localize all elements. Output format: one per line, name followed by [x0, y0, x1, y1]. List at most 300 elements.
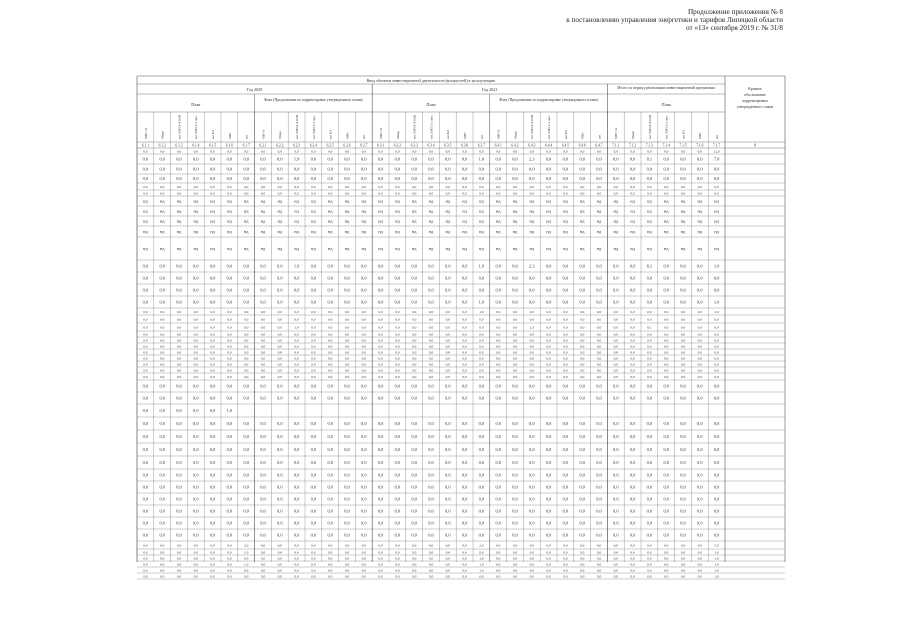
table-cell: 0,0: [428, 520, 434, 526]
table-cell: 0,0: [546, 184, 551, 189]
table-cell: 0,0: [193, 309, 198, 314]
table-cell: 0,0: [512, 447, 518, 453]
table-cell: 0,0: [394, 383, 401, 389]
table-cell: нд: [647, 208, 652, 214]
table-cell: 0,0: [495, 275, 501, 281]
table-cell: 0,0: [226, 166, 233, 172]
table-cell: 0,0: [260, 472, 266, 478]
table-cell: 0,0: [209, 275, 216, 281]
column-number: 6.2.2: [276, 143, 284, 148]
table-cell: 0,0: [697, 184, 702, 189]
table-cell: 0,0: [629, 472, 636, 478]
table-cell: 0,0: [377, 263, 384, 269]
table-cell: 0,0: [445, 362, 450, 367]
table-cell: нд: [143, 198, 148, 204]
table-cell: 0,0: [193, 275, 199, 281]
table-cell: 0,0: [159, 383, 165, 389]
table-cell: 0,0: [496, 149, 501, 154]
table-cell: 0,0: [176, 562, 182, 567]
table-cell: 0,0: [361, 317, 366, 322]
table-cell: 0,0: [193, 543, 198, 548]
table-cell: 0,0: [227, 309, 232, 314]
table-cell: 0,0: [546, 574, 551, 579]
subcolumn-label: км ЛЭП 0-4,0 кВ: [295, 114, 299, 139]
table-cell: нд: [243, 246, 249, 252]
table-cell: 0,0: [529, 460, 535, 466]
table-cell: 0,0: [697, 299, 703, 305]
table-cell: 0,0: [478, 176, 485, 182]
table-cell: 0,0: [562, 520, 569, 526]
table-cell: 0,0: [277, 362, 282, 367]
table-cell: нд: [445, 198, 451, 204]
table-cell: 0,0: [260, 191, 266, 196]
table-cell: 0,0: [395, 368, 400, 373]
table-cell: 0,0: [226, 472, 233, 478]
table-cell: 0,0: [160, 562, 165, 567]
table-cell: 0,0: [714, 338, 719, 343]
table-cell: 0,0: [546, 332, 551, 337]
table-cell: 0,0: [428, 374, 434, 379]
table-cell: 0,0: [160, 309, 165, 314]
table-cell: 0,0: [277, 299, 283, 305]
table-cell: 0,0: [596, 287, 602, 293]
table-cell: нд: [311, 208, 316, 214]
table-cell: нд: [445, 246, 451, 252]
table-cell: 0,0: [328, 309, 333, 314]
table-cell: 0,0: [209, 484, 216, 490]
table-cell: 0,0: [462, 338, 467, 343]
table-cell: 0,0: [630, 317, 635, 322]
column-number: 7.1.5: [679, 143, 687, 148]
table-cell: 0,0: [210, 317, 215, 322]
table-cell: 0,0: [294, 374, 299, 379]
table-cell: 0,0: [159, 263, 165, 269]
table-cell: 0,0: [193, 568, 198, 573]
table-cell: 0,0: [294, 309, 299, 314]
table-cell: 0,0: [512, 287, 518, 293]
table-cell: 0,0: [244, 362, 249, 367]
table-cell: 0,0: [646, 472, 653, 478]
table-cell: 0,0: [428, 532, 434, 538]
table-cell: 0,0: [160, 338, 165, 343]
table-cell: 0,0: [563, 362, 568, 367]
table-cell: 0,0: [277, 344, 282, 349]
table-cell: 0,0: [479, 344, 484, 349]
table-cell: 0,0: [664, 338, 669, 343]
table-cell: 0,0: [344, 562, 350, 567]
subcolumn-label: км ЛЭП 2-х цеп.: [664, 115, 669, 139]
table-cell: 0,0: [310, 176, 317, 182]
table-cell: нд: [479, 208, 484, 214]
table-cell: 0,0: [377, 484, 384, 490]
table-cell: 0,0: [562, 166, 569, 172]
table-cell: 0,0: [210, 543, 215, 548]
table-cell: 0,0: [496, 350, 501, 355]
table-cell: 0,0: [596, 383, 602, 389]
table-cell: 0,0: [663, 176, 669, 182]
table-cell: 0,0: [293, 484, 300, 490]
table-cell: 0,0: [629, 287, 636, 293]
table-cell: 0,0: [412, 332, 417, 337]
table-cell: 0,0: [209, 383, 216, 389]
table-cell: 0,0: [529, 574, 534, 579]
table-cell: нд: [630, 198, 635, 204]
table-cell: 0,0: [529, 332, 534, 337]
table-cell: 0,0: [529, 338, 534, 343]
table-cell: 0,0: [546, 338, 551, 343]
table-cell: 0,0: [142, 421, 149, 427]
table-cell: 0,0: [596, 325, 602, 330]
table-cell: 0,0: [697, 362, 702, 367]
table-cell: 0,0: [176, 184, 182, 189]
table-cell: 0,0: [512, 156, 518, 162]
table-cell: 0,0: [395, 574, 400, 579]
table-cell: 0,0: [244, 350, 249, 355]
table-cell: 0,0: [579, 263, 585, 269]
table-cell: 0,0: [680, 472, 686, 478]
table-cell: 0,0: [529, 532, 535, 538]
table-cell: 0,0: [664, 374, 669, 379]
table-cell: 0,0: [244, 368, 249, 373]
table-cell: 0,0: [697, 550, 702, 555]
table-cell: 0,0: [377, 434, 384, 440]
column-number: 6.1.6: [225, 143, 233, 148]
table-cell: 0,0: [159, 176, 165, 182]
table-cell: 0,0: [160, 317, 165, 322]
table-cell: 0,0: [260, 568, 266, 573]
table-cell: 0,0: [630, 191, 635, 196]
table-cell: 0,0: [596, 299, 602, 305]
table-cell: 0,0: [394, 496, 401, 502]
table-cell: 0,0: [277, 374, 282, 379]
table-cell: 0,0: [546, 317, 551, 322]
table-cell: 0,0: [227, 550, 232, 555]
subcolumn-label: км ЛЭП 2-х цеп.: [311, 115, 316, 139]
table-cell: 0,0: [193, 421, 199, 427]
table-cell: 0,0: [563, 309, 568, 314]
table-cell: 0,0: [159, 156, 165, 162]
table-cell: 1,0: [713, 299, 720, 305]
table-cell: нд: [512, 229, 518, 235]
table-cell: 0,0: [176, 176, 182, 182]
table-cell: 0,0: [328, 356, 333, 361]
table-cell: 0,0: [680, 383, 686, 389]
table-cell: 0,0: [395, 338, 400, 343]
table-cell: 0,0: [260, 325, 266, 330]
table-cell: 0,0: [411, 496, 417, 502]
table-cell: 0,0: [327, 496, 333, 502]
subcolumn-label: шт: [362, 134, 367, 139]
table-cell: 0,0: [680, 356, 686, 361]
table-cell: 0,0: [462, 317, 467, 322]
table-cell: 0,0: [445, 149, 450, 154]
table-cell: нд: [159, 208, 165, 214]
table-cell: 0,0: [613, 356, 618, 361]
table-cell: нд: [495, 246, 501, 252]
table-cell: 0,0: [227, 149, 232, 154]
subcolumn-label: км ЛЭП 0-4,0 кВ: [647, 114, 652, 139]
table-cell: 0,0: [697, 287, 703, 293]
table-cell: 0,0: [143, 374, 148, 379]
table-cell: 0,0: [412, 344, 417, 349]
table-cell: 0,0: [294, 184, 299, 189]
table-cell: 0,0: [344, 368, 350, 373]
table-cell: нд: [159, 218, 165, 224]
table-cell: 0,0: [461, 275, 468, 281]
table-cell: 0,0: [412, 543, 417, 548]
table-cell: 0,0: [277, 421, 283, 427]
table-cell: 7,0: [713, 156, 720, 162]
table-cell: нд: [579, 208, 585, 214]
table-cell: нд: [630, 218, 635, 224]
table-cell: 0,0: [529, 543, 534, 548]
table-cell: 0,0: [160, 362, 165, 367]
table-cell: 0,0: [176, 532, 182, 538]
table-cell: 0,0: [596, 550, 602, 555]
table-cell: нд: [411, 246, 417, 252]
table-cell: 0,0: [579, 472, 585, 478]
column-number: 6.4.7: [595, 143, 603, 148]
table-cell: 0,0: [412, 149, 417, 154]
table-cell: 0,0: [310, 484, 317, 490]
table-cell: 0,0: [647, 332, 652, 337]
subcolumn-label: км ЛЭП 0-4,0 кВ: [177, 114, 182, 139]
table-cell: 0,0: [512, 332, 518, 337]
table-cell: 0,0: [529, 287, 535, 293]
table-cell: 0,0: [596, 568, 602, 573]
table-cell: 0,0: [310, 460, 317, 466]
table-cell: 0,0: [327, 434, 333, 440]
table-cell: 0,0: [377, 508, 384, 514]
table-cell: 0,0: [580, 317, 585, 322]
table-cell: 0,0: [361, 184, 366, 189]
table-cell: 0,0: [495, 166, 501, 172]
table-cell: 0,0: [344, 263, 350, 269]
table-cell: 0,0: [478, 421, 485, 427]
table-cell: 0,0: [277, 317, 282, 322]
table-cell: 0,0: [260, 574, 266, 579]
table-cell: 0,0: [193, 374, 198, 379]
table-cell: 0,0: [344, 309, 350, 314]
table-cell: 0,0: [344, 532, 350, 538]
table-cell: 0,0: [327, 520, 333, 526]
table-cell: 0,0: [545, 434, 552, 440]
table-cell: 0,0: [647, 350, 652, 355]
table-cell: 0,0: [496, 374, 501, 379]
table-cell: 0,0: [596, 543, 602, 548]
table-cell: 0,0: [714, 350, 719, 355]
table-cell: нд: [277, 246, 283, 252]
table-cell: 0,0: [445, 325, 450, 330]
table-cell: нд: [395, 208, 400, 214]
table-cell: нд: [445, 208, 451, 214]
table-cell: 0,0: [445, 568, 450, 573]
investment-table-grid: [137, 76, 785, 579]
table-cell: нд: [495, 208, 501, 214]
table-cell: 0,0: [227, 184, 232, 189]
table-cell: 0,0: [227, 317, 232, 322]
table-cell: 0,0: [713, 166, 720, 172]
table-cell: 0,0: [142, 520, 149, 526]
subcolumn-label: км КЛ: [328, 129, 333, 139]
table-cell: 0,0: [714, 317, 719, 322]
table-cell: 0,0: [377, 472, 384, 478]
column-number: 7.1.2: [629, 143, 637, 148]
fact-2021-label: Факт (Предложение по корректировке утвержденного плана): [499, 98, 598, 102]
table-cell: 0,0: [193, 368, 198, 373]
table-cell: 0,0: [496, 338, 501, 343]
table-cell: нд: [176, 208, 182, 214]
table-cell: 0,0: [277, 484, 283, 490]
table-cell: 0,0: [563, 568, 568, 573]
table-cell: 0,0: [512, 350, 518, 355]
table-cell: 1,0: [478, 299, 485, 305]
table-cell: 0,0: [378, 149, 383, 154]
table-cell: 0,0: [193, 520, 199, 526]
table-cell: 0,0: [529, 520, 535, 526]
table-cell: нд: [462, 218, 467, 224]
table-cell: 0,0: [613, 299, 619, 305]
table-cell: 0,0: [563, 350, 568, 355]
table-cell: 0,0: [428, 309, 434, 314]
table-cell: 0,0: [680, 325, 686, 330]
table-cell: 0,0: [512, 344, 518, 349]
table-cell: 0,0: [579, 520, 585, 526]
table-cell: нд: [210, 246, 215, 252]
table-cell: 0,0: [529, 350, 534, 355]
table-cell: 1,9: [294, 325, 299, 330]
table-cell: 0,0: [244, 309, 249, 314]
table-cell: 0,0: [344, 508, 350, 514]
table-cell: 0,0: [344, 421, 350, 427]
table-cell: 0,0: [714, 374, 719, 379]
table-cell: 0,0: [411, 287, 417, 293]
table-cell: 0,0: [596, 191, 602, 196]
table-cell: 0,0: [412, 550, 417, 555]
table-cell: 0,0: [596, 332, 602, 337]
table-cell: 0,0: [663, 472, 669, 478]
table-cell: 0,0: [579, 460, 585, 466]
table-cell: 0,0: [310, 299, 317, 305]
table-cell: 0,0: [697, 374, 702, 379]
table-cell: 0,0: [428, 191, 434, 196]
table-cell: 0,0: [361, 447, 367, 453]
table-cell: 0,0: [311, 362, 316, 367]
table-cell: 0,0: [377, 532, 384, 538]
table-cell: нд: [378, 208, 383, 214]
table-cell: 2,0: [244, 543, 249, 548]
table-cell: 0,0: [545, 287, 552, 293]
table-cell: 0,0: [630, 574, 635, 579]
table-cell: нд: [311, 229, 316, 235]
table-cell: 0,0: [243, 484, 249, 490]
table-cell: 0,0: [260, 374, 266, 379]
table-cell: нд: [327, 208, 333, 214]
table-cell: 0,0: [394, 520, 401, 526]
table-cell: 0,0: [210, 562, 215, 567]
table-cell: 0,0: [445, 472, 451, 478]
table-cell: нд: [462, 229, 467, 235]
table-cell: нд: [512, 208, 518, 214]
table-cell: нд: [596, 198, 602, 204]
table-cell: 0,0: [512, 368, 518, 373]
table-cell: 0,0: [294, 356, 299, 361]
table-cell: 0,0: [428, 356, 434, 361]
table-cell: 0,0: [243, 472, 249, 478]
table-cell: 0,0: [209, 263, 216, 269]
table-cell: 0,0: [495, 395, 501, 401]
table-cell: 0,0: [428, 263, 434, 269]
table-cell: 0,0: [243, 263, 249, 269]
table-cell: 0,0: [697, 344, 702, 349]
table-cell: 0,0: [496, 309, 501, 314]
table-cell: 0,0: [512, 460, 518, 466]
table-cell: нд: [294, 218, 299, 224]
table-cell: 0,0: [143, 338, 148, 343]
table-cell: 0,0: [680, 496, 686, 502]
table-cell: 0,0: [647, 362, 652, 367]
table-cell: 0,0: [176, 356, 182, 361]
table-cell: 0,0: [512, 374, 518, 379]
table-cell: 1,0: [479, 309, 484, 314]
table-cell: 0,0: [344, 332, 350, 337]
table-cell: 0,0: [176, 496, 182, 502]
year-2020-label: Год 2020: [246, 87, 263, 92]
table-cell: 0,0: [210, 368, 215, 373]
table-cell: нд: [243, 198, 249, 204]
table-cell: 0,0: [243, 508, 249, 514]
table-cell: 0,0: [512, 556, 518, 561]
subcolumn-label: МВт×А: [614, 127, 619, 139]
table-cell: 0,0: [545, 383, 552, 389]
table-cell: 0,0: [411, 395, 417, 401]
table-cell: 0,0: [445, 520, 451, 526]
table-cell: 0,0: [713, 434, 720, 440]
table-cell: 0,0: [697, 562, 702, 567]
table-cell: 0,0: [714, 344, 719, 349]
table-cell: 2,3: [529, 156, 535, 162]
column-number: 6.1.5: [209, 143, 217, 148]
table-cell: нд: [361, 229, 367, 235]
table-cell: 0,0: [479, 362, 484, 367]
table-cell: 0,0: [395, 543, 400, 548]
table-cell: 0,0: [143, 332, 148, 337]
table-cell: 0,0: [378, 338, 383, 343]
table-cell: 0,0: [193, 532, 199, 538]
column-number: 6.3.4: [427, 143, 435, 148]
subcolumn-label: км КЛ: [681, 129, 686, 139]
table-cell: 0,0: [227, 368, 232, 373]
note-column-header: обоснование: [744, 92, 766, 97]
table-cell: 0,0: [529, 484, 535, 490]
table-cell: нд: [714, 208, 719, 214]
table-cell: 0,0: [495, 421, 501, 427]
table-cell: 0,0: [294, 562, 299, 567]
table-cell: 0,0: [293, 508, 300, 514]
table-cell: 0,0: [412, 184, 417, 189]
table-cell: 0,0: [277, 166, 283, 172]
table-cell: 0,0: [562, 447, 569, 453]
table-cell: 0,0: [529, 496, 535, 502]
table-cell: 0,0: [394, 460, 401, 466]
table-cell: 0,0: [428, 149, 434, 154]
table-cell: 0,0: [176, 332, 182, 337]
table-cell: нд: [311, 246, 316, 252]
table-cell: 0,0: [461, 434, 468, 440]
table-cell: 0,0: [428, 344, 434, 349]
table-cell: 0,0: [478, 496, 485, 502]
table-cell: 0,0: [445, 574, 450, 579]
